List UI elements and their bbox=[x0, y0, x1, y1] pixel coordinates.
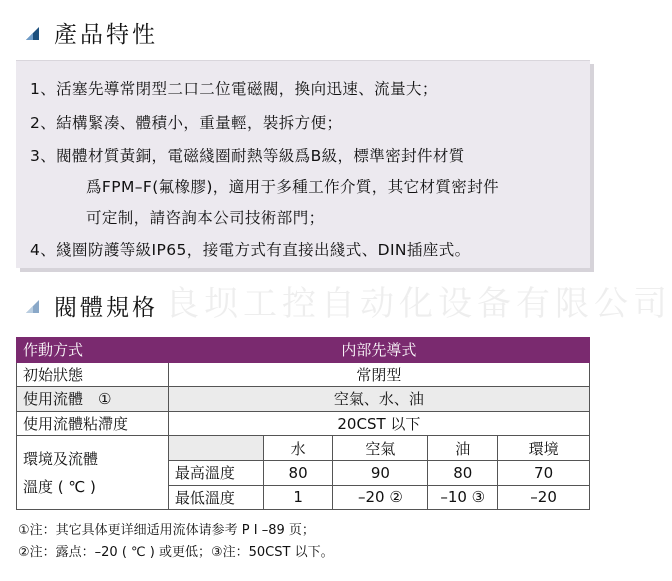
table-cell-empty bbox=[168, 436, 263, 461]
table-cell-label: 使用流體 ① bbox=[17, 387, 169, 412]
section-title: 產品特性 bbox=[54, 22, 158, 48]
table-cell-label: 使用流體粘滯度 bbox=[17, 411, 169, 436]
section-title: 閥體規格 bbox=[54, 295, 158, 321]
table-cell-value: 70 bbox=[498, 460, 590, 485]
feature-line: 3、閥體材質黃銅，電磁綫圈耐熱等級爲B級，標準密封件材質 bbox=[30, 147, 465, 165]
footnote: ②注：露点：–20 ( ℃ ) 或更低；③注：50CST 以下。 bbox=[18, 545, 334, 560]
table-cell-value: 90 bbox=[333, 460, 428, 485]
table-row bbox=[17, 436, 590, 461]
table-cell-value: 内部先導式 bbox=[168, 338, 589, 363]
table-cell-value: –10 ③ bbox=[428, 485, 498, 510]
feature-line: 1、活塞先導常閉型二口二位電磁閥，換向迅速、流量大； bbox=[30, 80, 438, 98]
table-col-header: 油 bbox=[428, 436, 498, 461]
arrow-bullet-icon bbox=[22, 295, 44, 317]
table-row bbox=[17, 387, 590, 412]
footnotes bbox=[18, 520, 334, 564]
feature-line: 2、結構緊凑、體積小，重量輕，裝拆方便； bbox=[30, 114, 343, 132]
table-row bbox=[17, 411, 590, 436]
table-cell-value: 80 bbox=[263, 460, 333, 485]
watermark: 良坝工控自动化设备有限公司 bbox=[165, 284, 672, 324]
table-cell-label: 初始狀態 bbox=[17, 362, 169, 387]
features-box bbox=[16, 60, 590, 268]
feature-line: 爲FPM–F(氟橡膠)，適用于多種工作介質，其它材質密封件 bbox=[86, 178, 499, 196]
table-cell-label: 環境及流體 溫度 ( ℃ ) bbox=[17, 436, 169, 510]
table-cell-value: 空氣、水、油 bbox=[168, 387, 589, 412]
footnote: ①注：其它具体更详细适用流体请参考 P Ⅰ –89 页； bbox=[18, 523, 315, 538]
table-row bbox=[17, 338, 590, 363]
table-col-header: 空氣 bbox=[333, 436, 428, 461]
table-col-header: 水 bbox=[263, 436, 333, 461]
table-cell-value: 80 bbox=[428, 460, 498, 485]
section-header-specs bbox=[22, 289, 158, 322]
table-cell-value: 20CST 以下 bbox=[168, 411, 589, 436]
spec-table bbox=[16, 337, 590, 510]
table-cell-label: 最低溫度 bbox=[168, 485, 263, 510]
table-col-header: 環境 bbox=[498, 436, 590, 461]
table-cell-label: 作動方式 bbox=[17, 338, 169, 363]
table-cell-value: –20 bbox=[498, 485, 590, 510]
feature-line: 可定制，請咨詢本公司技術部門； bbox=[86, 209, 325, 227]
table-cell-label: 最高溫度 bbox=[168, 460, 263, 485]
arrow-bullet-icon bbox=[22, 22, 44, 44]
table-cell-value: 常閉型 bbox=[168, 362, 589, 387]
table-cell-value: 1 bbox=[263, 485, 333, 510]
section-header-features bbox=[22, 16, 158, 49]
table-row bbox=[17, 362, 590, 387]
table-cell-value: –20 ② bbox=[333, 485, 428, 510]
feature-line: 4、綫圈防護等級IP65，接電方式有直接出綫式、DIN插座式。 bbox=[30, 241, 471, 259]
